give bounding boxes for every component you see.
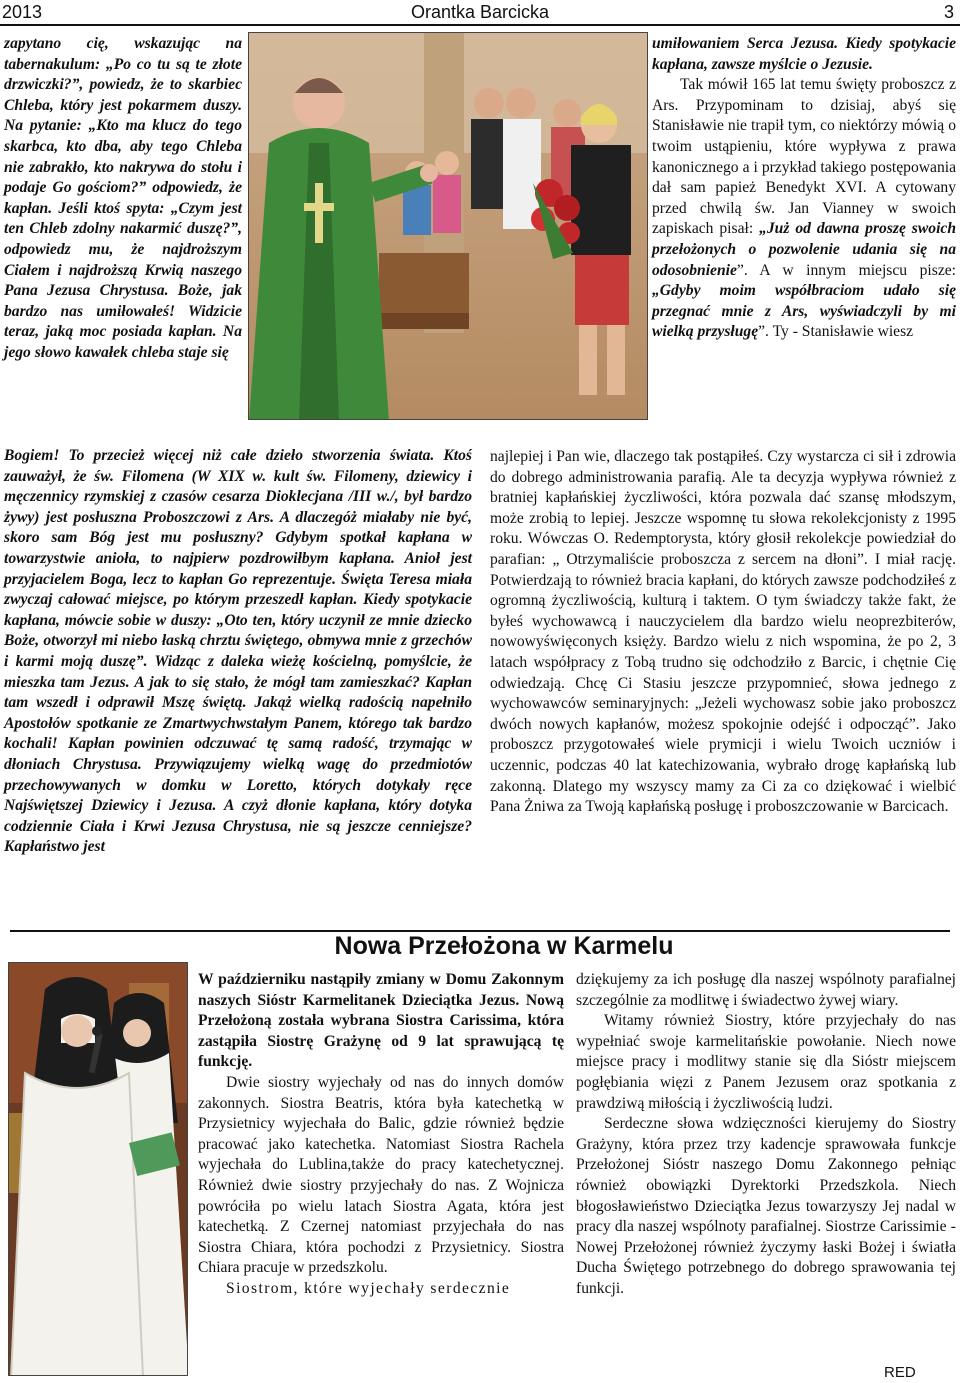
header-publication-title: Orantka Barcicka (410, 2, 550, 22)
article2-lead: W październiku nastąpiły zmiany w Domu Zakonnym naszych Sióstr Karmelitanek Dzieciątka Jezus. Nową Przełożoną została wybrana Siostra Carissima, która zastąpiła Siostrę Grażynę od 9 lat sprawującą tę funkcję. (198, 971, 564, 1071)
photo-carmelite-sisters (8, 962, 188, 1376)
article2-signature: RED (884, 1364, 916, 1381)
header-page-number: 3 (943, 2, 954, 22)
article2-right-p3: Serdeczne słowa wdzięczności kierujemy do Siostry Grażyny, która przez trzy kadencje sprawowała funkcje Przełożonej Sióstr naszego Domu Zakonnego pełniąc również obowiązki Dyrektorki Przedszkola. Niech błogosławieństwo Dzieciątka Jezus towarzyszy Jej nadal w pracy dla naszej wspólnoty parafialnej. Siostrze Carissimie - Nowej Przełożonej również życzymy łaski Bożej i światła Ducha Świętego potrzebnego do dobrego sprawowania tej funkcji. (576, 1115, 956, 1297)
article1-left-bottom (4, 446, 472, 858)
photo-priest-farewell (248, 32, 648, 420)
article1-right-bottom (490, 447, 956, 818)
article1-left-top (4, 34, 242, 364)
article1-right-top (652, 34, 956, 343)
article2-right-p1: dziękujemy za ich posługę dla naszej wspólnoty parafialnej szczególnie za modlitwę i świadectwo żywej wiary. (576, 971, 956, 1009)
article1-right-quote-1: „Już od dawna proszę swoich przełożonych o pozwolenie udania się na odosobnienie (652, 220, 956, 279)
article2-middle-last-line: Siostrom, które wyjechały serdecznie (226, 1279, 511, 1297)
article2-middle-column (198, 970, 564, 1300)
header-year: 2013 (2, 2, 43, 22)
article2-middle-body: Dwie siostry wyjechały od nas do innych domów zakonnych. Siostra Beatris, która była katechetką w Przysietnicy wyjechała do Balic, gdzie również będzie pracować jako katechetka. Natomiast Siostra Rachela wyjechała do Lublina,także do pracy katechetycznej. Również dwie siostry przyjechały do nas. Z Wojnicza powróciła po wielu latach Siostra Agata, która jest katechetką. Z Czernej natomiast przyjechała do nas Siostra Chiara, która pochodzi z Przysietnicy. Siostra Chiara pracuje w przedszkolu. (198, 1073, 564, 1277)
article1-right-bottom-text: najlepiej i Pan wie, dlaczego tak postąpiłeś. Czy wystarcza ci sił i zdrowia do dobrego administrowania parafią. Ale ta decyzja wypływa również z bratniej kapłańskiej życzliwości, która pozwala dać szansę młodszym, może zrobią to lepiej. Jeszcze wspomnę tu słowa rekolekcjonisty z 1995 roku. Wówczas O. Redemptorysta, który głosił rekolekcje powiedział do parafian: „ Otrzymaliście proboszcza z sercem na dłoni”. I miał rację. Potwierdzają to również bracia kapłani, do których zawsze podchodziłeś z ogromną życzliwością, kulturą i taktem. O tym świadczy także fakt, że byłeś wychowawcą i nauczycielem dla bardzo wielu neoprezbiterów, nowowyświęconych księży. Bardzo wielu z nich wspomina, że po 2, 3 latach współpracy z Tobą trudno się odchodziło z Barcic, i chętnie Cię odwiedzają. Chcę Ci Stasiu jeszcze przypomnieć, słowa jednego z wychowawców seminaryjnych: „Jeżeli wychowasz sobie jako proboszcz dwóch nowych kapłanów, możesz spokojnie odejść i odpocząć”. Jako proboszcz przygotowałeś wiele prymicji i wielu Twoich uczniów i uczennic, podczas 40 lat katechizowania, wybrało drogę kapłańską lub zakonną. Dlatego my wszyscy mamy za Ci za co dziękować i wielbić Pana Żniwa za Twoją kapłańską posługę i proboszczowanie w Barcicach. (490, 448, 956, 816)
article1-left-bottom-text: Bogiem! To przecież więcej niż całe dzieło stworzenia świata. Ktoś zauważył, że św. Filomena (W XIX w. kult św. Filomeny, dziewicy i męczennicy rzymskiej z czasów cesarza Dioklecjana /III w./, był bardzo żywy) jest posłuszna Proboszczowi z Ars. A dlaczegóż miałaby nie być, skoro sam Bóg jest mu posłuszny? Gdybym spotkał kapłana w towarzystwie anioła, to najpierw pozdrowiłbym kapłana. Anioł jest przyjacielem Boga, lecz to kapłan Go reprezentuje. Święta Teresa miała zwyczaj całować miejsce, po którym przeszedł kapłan. Kiedy spotykacie kapłana, mówcie sobie w duszy: „Oto ten, który uczynił ze mnie dziecko Boże, otworzył mi niebo łaską chrztu świętego, obmywa mnie z grzechów i karmi moją duszę”. Widząc z daleka wieżę kościelną, pomyślcie, że mieszka tam Jezus. A jak to się stało, że mógł tam zamieszkać? Kapłan tam wszedł i odprawił Mszę świętą. Jakąż wielką radością napełniło Apostołów spotkanie ze Zmartwychwstałym Panem, którego tak bardzo kochali! Kapłan powinien odczuwać tę samą radość, trzymając w dłoniach Chrystusa. Przywiązujemy wielką wagę do przedmiotów przechowywanych w domku w Loretto, których dotykały ręce Najświętszej Dziewicy i Jezusa. A czyż dłonie kapłana, który dotyka codziennie Ciała i Krwi Jezusa Chrystusa, nie są jeszcze cenniejsze? Kapłaństwo jest (4, 447, 472, 856)
article1-right-text-2: ”. A w innym miejscu pisze: (736, 261, 956, 279)
article2-title: Nowa Przełożona w Karmelu (334, 932, 674, 960)
article1-left-top-text: zapytano cię, wskazując na tabernakulum: „Po co tu są te złote drzwiczki?”, powiedz, że to skarbiec Chleba, który jest pokarmem duszy. Na pytanie: „Kto ma klucz do tego skarbca, kto dba, aby tego Chleba nie zabrakło, kto nakrywa do stołu i podaje Go gościom?” odpowiedz, że kapłan. Jeśli ktoś spyta: „Czym jest ten Chleb zdolny nakarmić duszę?”, odpowiedz mu, że najdroższym Ciałem i najdroższą Krwią naszego Pana Jezusa Chrystusa. Boże, jak bardzo nas umiłowałeś! Widzicie teraz, jaką moc posiada kapłan. Na jego słowo kawałek chleba staje się (4, 35, 242, 361)
article1-right-quote-2: „Gdyby moim współbraciom udało się przegnać mnie z Ars, wyświadczyli by mi wielką przysługę (652, 282, 956, 341)
article1-right-italic-quote: umiłowaniem Serca Jezusa. Kiedy spotykacie kapłana, zawsze myślcie o Jezusie. (652, 35, 956, 73)
article2-right-column (576, 970, 956, 1300)
article1-right-text-3: ”. Ty - Stanisławie wiesz (758, 323, 914, 341)
article1-right-text-1: Tak mówił 165 lat temu święty proboszcz z Ars. Przypominam to dzisiaj, abyś się Stanisławie nie trapił tym, co niektórzy mówią o twoim ustąpieniu, które wypływa z prawa kanonicznego a i przykład takiego postępowania dał sam papież Benedykt XVI. A cytowany przed chwilą św. Jan Vianney w swoich zapiskach pisał: (652, 76, 956, 238)
article2-right-p2: Witamy również Siostry, które przyjechały do nas wypełniać swoje karmelitańskie powołanie. Niech nowe miejsce pracy i modlitwy stanie się dla Sióstr miejscem pogłębiania więzi z Panem Jezusem oraz spotkania z prawdziwą miłością i życzliwością ludzi. (576, 1012, 956, 1112)
header-rule (0, 24, 960, 26)
